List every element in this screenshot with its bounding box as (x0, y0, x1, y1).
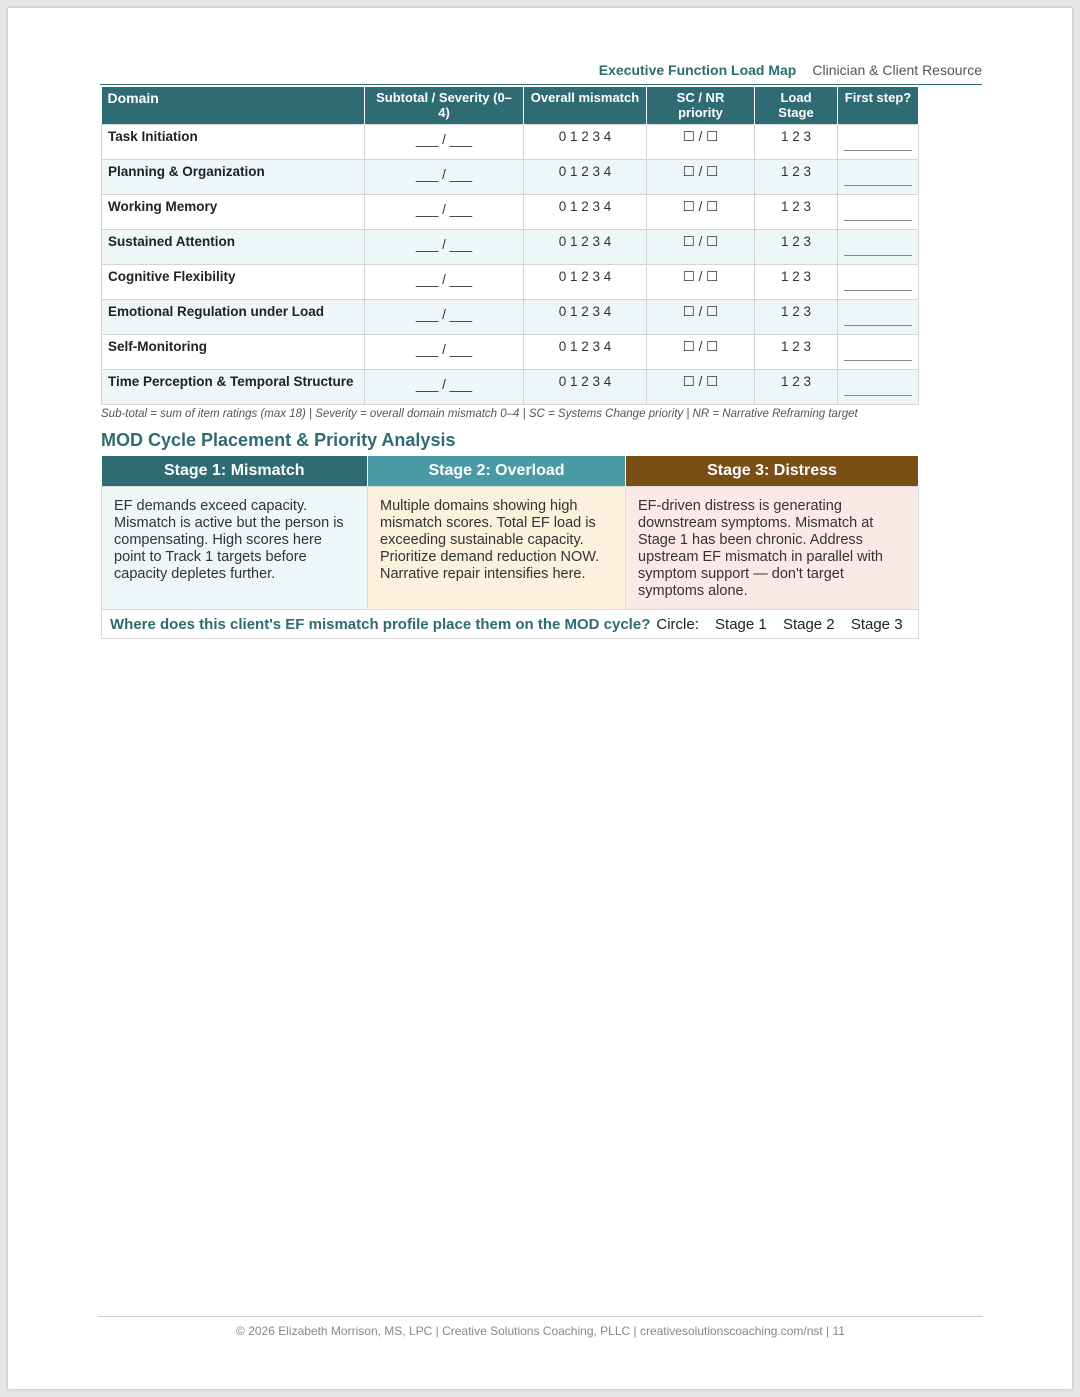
priority-cell[interactable]: ☐ / ☐ (647, 335, 755, 370)
option-stage-1[interactable]: Stage 1 (715, 616, 767, 633)
mismatch-cell[interactable]: 0 1 2 3 4 (524, 125, 647, 160)
first-step-line[interactable] (844, 304, 912, 326)
priority-cell[interactable]: ☐ / ☐ (647, 230, 755, 265)
stage-3-description: EF-driven distress is generating downstream symptoms. Mismatch at Stage 1 has been chronic. Address upstream EF mismatch in parallel with symptom support — don't target symptoms alone. (626, 487, 919, 610)
subtotal-cell[interactable]: ___ / ___ (365, 370, 524, 405)
priority-cell[interactable]: ☐ / ☐ (647, 300, 755, 335)
mismatch-cell[interactable]: 0 1 2 3 4 (524, 195, 647, 230)
stage-cell[interactable]: 1 2 3 (755, 335, 838, 370)
col-stage-header: Load Stage (755, 87, 838, 125)
stage-cell[interactable]: 1 2 3 (755, 160, 838, 195)
mismatch-cell[interactable]: 0 1 2 3 4 (524, 335, 647, 370)
domain-cell: Sustained Attention (102, 230, 365, 265)
mod-section-title: MOD Cycle Placement & Priority Analysis (101, 430, 456, 450)
stage-2-description: Multiple domains showing high mismatch scores. Total EF load is exceeding sustainable capacity. Prioritize demand reduction NOW. Narrative repair intensifies here. (368, 487, 626, 610)
col-subtotal-header: Subtotal / Severity (0–4) (365, 87, 524, 125)
stage-cell[interactable]: 1 2 3 (755, 265, 838, 300)
domain-cell: Self-Monitoring (102, 335, 365, 370)
table-row (102, 265, 919, 300)
stage-cell[interactable]: 1 2 3 (755, 230, 838, 265)
stage-3-header: Stage 3: Distress (626, 456, 919, 487)
stage-2-header: Stage 2: Overload (368, 456, 626, 487)
first-step-line[interactable] (844, 269, 912, 291)
col-priority-header: SC / NR priority (647, 87, 755, 125)
option-stage-2[interactable]: Stage 2 (782, 616, 835, 633)
mismatch-cell[interactable]: 0 1 2 3 4 (524, 160, 647, 195)
subtotal-cell[interactable]: ___ / ___ (365, 300, 524, 335)
col-domain-header: Domain (102, 87, 365, 125)
stage-1-description: EF demands exceed capacity. Mismatch is active but the person is compensating. High scores here point to Track 1 targets before capacity depletes further. (102, 487, 368, 610)
domain-cell: Cognitive Flexibility (102, 265, 365, 300)
question-text: Where does this client's EF mismatch profile place them on the MOD cycle? (110, 616, 651, 633)
first-step-cell[interactable] (838, 125, 919, 160)
first-step-line[interactable] (844, 129, 912, 151)
option-stage-3[interactable]: Stage 3 (850, 616, 903, 633)
priority-cell[interactable]: ☐ / ☐ (647, 125, 755, 160)
stage-cell[interactable]: 1 2 3 (755, 195, 838, 230)
col-mismatch-header: Overall mismatch (524, 87, 647, 125)
first-step-cell[interactable] (838, 335, 919, 370)
table-row (102, 230, 919, 265)
page-footer: © 2026 Elizabeth Morrison, MS, LPC | Creative Solutions Coaching, PLLC | creativesolutionscoaching.com/nst | 11 (236, 1324, 845, 1338)
domain-cell: Time Perception & Temporal Structure (102, 370, 365, 405)
document-title: Executive Function Load Map (598, 62, 797, 78)
document-page (8, 8, 1072, 1389)
priority-cell[interactable]: ☐ / ☐ (647, 160, 755, 195)
table-row (102, 370, 919, 405)
stage-1-header: Stage 1: Mismatch (102, 456, 368, 487)
first-step-cell[interactable] (838, 300, 919, 335)
footer-divider (98, 1316, 983, 1317)
stage-cell[interactable]: 1 2 3 (755, 125, 838, 160)
first-step-cell[interactable] (838, 265, 919, 300)
resource-label: Clinician & Client Resource (812, 62, 982, 78)
first-step-line[interactable] (844, 164, 912, 186)
first-step-cell[interactable] (838, 370, 919, 405)
table-row (102, 335, 919, 370)
stage-cell[interactable]: 1 2 3 (755, 370, 838, 405)
mismatch-cell[interactable]: 0 1 2 3 4 (524, 265, 647, 300)
table-row (102, 160, 919, 195)
page-header (100, 62, 982, 85)
priority-cell[interactable]: ☐ / ☐ (647, 370, 755, 405)
first-step-line[interactable] (844, 339, 912, 361)
subtotal-cell[interactable]: ___ / ___ (365, 125, 524, 160)
mismatch-cell[interactable]: 0 1 2 3 4 (524, 230, 647, 265)
mod-cycle-table (101, 456, 919, 639)
domain-cell: Working Memory (102, 195, 365, 230)
priority-cell[interactable]: ☐ / ☐ (647, 265, 755, 300)
mod-placement-question (102, 610, 919, 639)
subtotal-cell[interactable]: ___ / ___ (365, 265, 524, 300)
domain-cell: Task Initiation (102, 125, 365, 160)
first-step-line[interactable] (844, 374, 912, 396)
subtotal-cell[interactable]: ___ / ___ (365, 230, 524, 265)
subtotal-cell[interactable]: ___ / ___ (365, 195, 524, 230)
domain-cell: Emotional Regulation under Load (102, 300, 365, 335)
ef-load-table (101, 87, 919, 405)
circle-label: Circle: (656, 616, 699, 633)
table-row (102, 125, 919, 160)
table-row (102, 300, 919, 335)
stage-cell[interactable]: 1 2 3 (755, 300, 838, 335)
mismatch-cell[interactable]: 0 1 2 3 4 (524, 370, 647, 405)
first-step-line[interactable] (844, 234, 912, 256)
first-step-cell[interactable] (838, 230, 919, 265)
domain-cell: Planning & Organization (102, 160, 365, 195)
mismatch-cell[interactable]: 0 1 2 3 4 (524, 300, 647, 335)
subtotal-cell[interactable]: ___ / ___ (365, 335, 524, 370)
table-legend: Sub-total = sum of item ratings (max 18) | Severity = overall domain mismatch 0–4 | SC = Systems Change priority | NR = Narrative Reframing target (101, 408, 858, 420)
first-step-cell[interactable] (838, 195, 919, 230)
first-step-line[interactable] (844, 199, 912, 221)
priority-cell[interactable]: ☐ / ☐ (647, 195, 755, 230)
table-row (102, 195, 919, 230)
first-step-cell[interactable] (838, 160, 919, 195)
subtotal-cell[interactable]: ___ / ___ (365, 160, 524, 195)
col-first-step-header: First step? (838, 87, 919, 125)
